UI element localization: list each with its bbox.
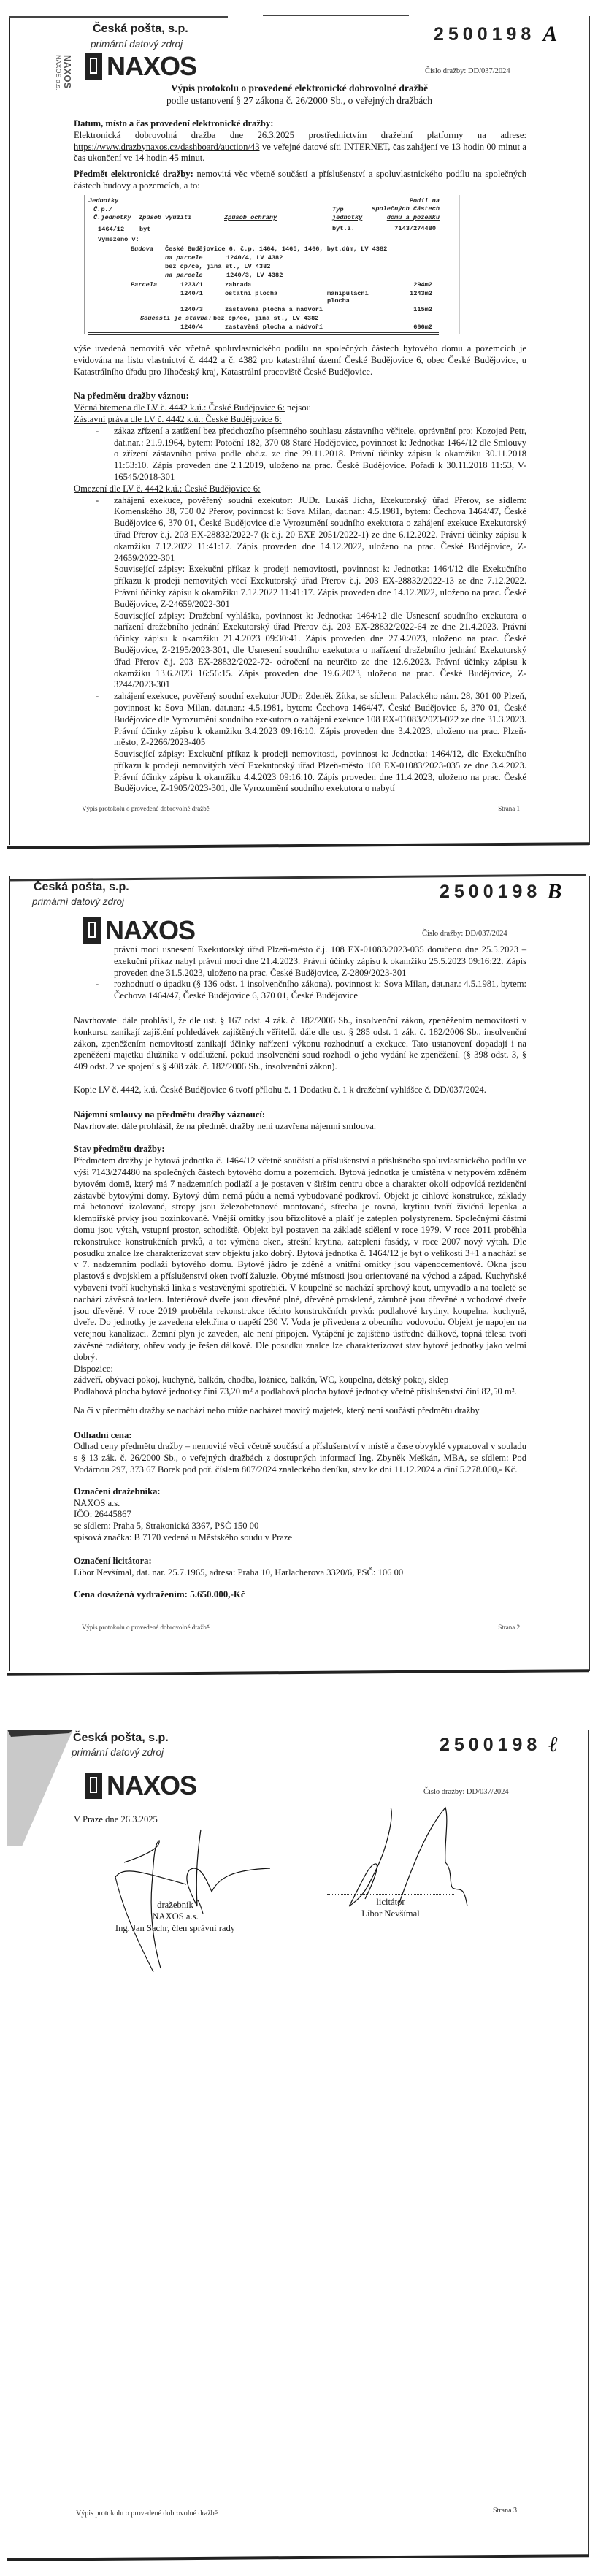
section-heading: Označení licitátora: <box>74 1555 152 1566</box>
insolvency-note: Navrhovatel dále prohlásil, že dle ust. § 167 odst. 4 zák. č. 182/2006 Sb., insolvenční zákon, zpeněžením nemovitostí v konkursu zanikají zajištění pohledávek zajištěných věřitelů, dále dle ust. § 285 odst. 1 zák. č. 182/2006 Sb., insolvenční zákon, zpeněžením nemovitostí zanikají účinky nařízení výkonu rozhodnutí a exekuce. Tato ustanovení dopadají i na zpeněžení majetku dlužníka v oddlužení, pokud insolvenční soud rozhodl o jeho vydání ke zpeněžení. (§ 398 odst. 3, § 409 odst. 2 ve spojení s § 408 zák. č. 182/2006 Sb., insolvenční zákon). <box>74 1014 526 1072</box>
table-cell: Součástí je stavba: <box>140 315 212 322</box>
page-letter: A <box>543 22 558 46</box>
restrictions-label: Omezení dle LV č. 4442 k.ú.: České Budějovice 6: <box>74 483 261 494</box>
table-cell: 1233/1 <box>180 281 203 288</box>
post-subtitle: primární datový zdroj <box>32 896 125 907</box>
list-item <box>74 426 526 484</box>
bullet-dash: - <box>96 691 99 702</box>
document-number: 2500198 <box>440 881 542 902</box>
list-item-text: rozhodnutí o úpadku (§ 136 odst. 1 insolvenčního zákona), povinnost k: Sova Milan, dat.nar.: 4.5.1981, bytem: Čechova 1464/47, České Budějovice 6, 370 01, České Budějovice <box>114 979 526 1001</box>
table-cell: Vymezeno v: <box>98 236 139 243</box>
lv-copy-note: Kopie LV č. 4442, k.ú. České Budějovice 6 tvoří přílohu č. 1 Dodatku č. 1 k dražební vyhlášce č. DD/037/2024. <box>74 1084 486 1095</box>
lease-text: Navrhovatel dále prohlásil, že na předmět dražby není uzavřena nájemní smlouva. <box>74 1120 377 1131</box>
table-cell: 1240/3 <box>180 306 203 313</box>
signature-role: dražebník <box>157 1900 193 1910</box>
signature-company: NAXOS a.s. <box>152 1911 199 1922</box>
page-letter: ℓ <box>548 1732 559 1757</box>
signature-name: Ing. Jan Sachr, člen správní rady <box>115 1922 236 1933</box>
list-item-text: Související zápisy: Exekuční příkaz k prodeji nemovitosti, povinnost k: Jednotka: 1464/12 dle Exekučního příkazu k prodeji nemovitých věcí Exekutorský úřad Přerov č.j. 203 EX-28832/2022-13 ze dne 7.12.2022. Právní účinky zápisu k okamžiku 7.12.2022 11:41:17. Zápis proveden dne 14.12.2022, uloženo na prac. České Budějovice, Z-24659/2022-301 <box>114 564 526 609</box>
table-cell: Parcela <box>131 281 158 288</box>
table-group-label: Jednotky <box>88 197 119 205</box>
easements-value: nejsou <box>284 402 311 413</box>
encumbrances-continued <box>74 944 526 1002</box>
licitator-text: Libor Nevšímal, dat. nar. 25.7.1965, adresa: Praha 10, Harlacherova 3320/6, PSČ: 106 00 <box>74 1567 404 1578</box>
datum-text: ve veřejné datové síti INTERNET, čas zahájení ve 13 hodin 00 minut a čas ukončení ve 14 hodin 45 minut. <box>74 141 526 164</box>
page-number: Strana 2 <box>498 1624 520 1632</box>
auctioneer-line: IČO: 26445867 <box>74 1509 131 1520</box>
section-datum <box>74 118 526 192</box>
company-stamp <box>55 55 73 91</box>
stamp-text: NAXOS a.s. <box>55 55 62 91</box>
table-header: Podíl na <box>409 197 440 205</box>
table-cell: 115m2 <box>413 306 432 313</box>
signature-line <box>327 1894 454 1895</box>
floor-area-text: Podlahová plocha bytové jednotky činí 73,20 m² a podlahová plocha bytové jednotky včetně příslušenství činí 82,50 m². <box>74 1386 517 1397</box>
table-cell: 1240/3, LV 4382 <box>226 272 283 279</box>
document-subtitle: podle ustanovení § 27 zákona č. 26/2000 Sb., o veřejných dražbách <box>166 95 433 106</box>
page-footer <box>74 1622 520 1634</box>
final-price: Cena dosažená vydražením: 5.650.000,-Kč <box>74 1589 245 1600</box>
table-cell: 1240/4, LV 4382 <box>226 254 283 261</box>
naxos-logo <box>85 53 196 80</box>
table-header: Způsob využití <box>139 214 192 221</box>
auctioneer-signature <box>110 1826 277 1972</box>
table-cell: byt.z. <box>332 225 355 232</box>
naxos-logo-icon <box>83 917 101 944</box>
section-valuation <box>74 1430 526 1476</box>
table-divider <box>88 332 439 335</box>
movables-note: Na či v předmětu dražby se nachází nebo může nacházet movitý majetek, který není součástí předmětu dražby <box>74 1404 480 1415</box>
auctioneer-signature-block <box>102 1900 248 1934</box>
post-subtitle: primární datový zdroj <box>72 1747 164 1758</box>
table-cell: zahrada <box>225 281 252 288</box>
table-cell: České Budějovice 6, č.p. 1464, 1465, 1466, byt.dům, LV 4382 <box>165 245 388 253</box>
easements-label: Věcná břemena dle LV č. 4442 k.ú.: České Budějovice 6: <box>74 402 285 413</box>
section-heading: Označení dražebníka: <box>74 1486 161 1497</box>
post-name: Česká pošta, s.p. <box>93 23 188 35</box>
page-edge <box>9 16 228 18</box>
section-heading: Předmět elektronické dražby: <box>74 169 193 180</box>
section-lease <box>74 1109 526 1133</box>
table-cell: bez čp/če, jiná st., LV 4382 <box>165 263 271 270</box>
table-header: Č.p./ <box>93 206 112 213</box>
bullet-dash: - <box>96 494 99 505</box>
document-number-stamp <box>440 879 561 904</box>
list-item-text: Související zápisy: Exekuční příkaz k prodeji nemovitosti, povinnost k: Jednotka: 1464/12, dle Exekučního příkazu k prodeji nemovitých věcí Exekutorský úřad Plzeň-město 108 EX-01083/2023-035 ze dne 3.4.2023. Právní účinky zápisu k okamžiku 4.4.2023 09:16:10. Zápis proveden dne 11.4.2023, uloženo na prac. České Budějovice, Z-1905/2023-301, dle Vyrozumění soudního exekutora o nabytí <box>114 749 526 794</box>
logo-text: NAXOS <box>107 51 197 81</box>
signature-name: Libor Nevšímal <box>361 1908 420 1919</box>
section-heading: Na předmětu dražby váznou: <box>74 391 189 402</box>
table-cell: 1464/12 <box>98 226 125 233</box>
table-cell: 294m2 <box>413 281 432 288</box>
list-item <box>74 495 526 692</box>
after-table-text: výše uvedená nemovitá věc včetně spoluvlastnického podílu na společných částech bytového domu a pozemcích je evidována na listu vlastnictví č. 4442 a č. 4382 pro katastrální území České Budějovice 6, obec České Budějovice, u Katastrálního úřadu pro Jihočeský kraj, Katastrální pracoviště České Budějovice. <box>74 343 526 377</box>
table-cell: 1243m2 <box>410 290 432 297</box>
predmet-text: nemovitá věc včetně součástí a příslušenství a spoluvlastnického podílu na společných částech budovy a pozemcích, a to: <box>74 169 526 191</box>
table-cell: 1240/4 <box>180 324 203 331</box>
logo-text: NAXOS <box>105 915 196 945</box>
page-footer-title: Výpis protokolu o provedené dobrovolné dražbě <box>82 805 210 813</box>
page-footer-title: Výpis protokolu o provedené dobrovolné dražbě <box>76 2510 218 2518</box>
page-1-flow <box>74 343 526 815</box>
folded-corner-shadow <box>7 1730 77 1846</box>
table-header: Typ <box>332 206 344 213</box>
page-footer-title: Výpis protokolu o provedené dobrovolné dražbě <box>82 1624 210 1632</box>
layout-label: Dispozice: <box>74 1363 113 1374</box>
list-item-text: zahájení exekuce, pověřený soudní exekutor JUDr. Zdeněk Zítka, se sídlem: Palackého nám. 28, 301 00 Plzeň, povinnost k: Sova Milan, dat.nar.: 4.5.1981, bytem: Čechova 1464/47, České Budějovice 6, 370 01, České Budějovice dle Vyrozumění soudního exekutora o zahájení exekuce 108 EX-01083/2023-022 ze dne 31.3.2023. Právní účinky zápisu k okamžiku 3.4.2023 09:16:10. Zápis proveden dne 3.4.2023, uloženo na prac. Plzeň-město, Z-2266/2023-405 <box>114 691 526 748</box>
stamp-text: NAXOS <box>62 55 73 89</box>
section-licitator <box>74 1556 526 1579</box>
auction-link[interactable]: https://www.drazbynaxos.cz/dashboard/auction/43 <box>74 141 260 152</box>
page-3 <box>9 1730 589 2556</box>
layout-text: zádveří, obývací pokoj, kuchyně, balkón, chodba, ložnice, balkón, WC, koupelna, dětský pokoj, sklep <box>74 1375 449 1386</box>
section-auctioneer <box>74 1486 526 1544</box>
document-number-stamp <box>434 22 557 47</box>
table-cell: na parcele <box>165 272 203 279</box>
section-heading: Nájemní smlouvy na předmětu dražby váznoucí: <box>74 1109 266 1120</box>
list-item <box>74 979 526 1002</box>
table-header: společných částech <box>372 205 440 213</box>
signature-role: licitátor <box>376 1897 405 1907</box>
liens-label: Zástavní práva dle LV č. 4442 k.ú.: České Budějovice 6: <box>74 413 282 424</box>
auctioneer-line: spisová značka: B 7170 vedená u Městského soudu v Praze <box>74 1532 293 1543</box>
list-item-text: právní moci usnesení Exekutorský úřad Plzeň-město č.j. 108 EX-01083/2023-035 doručeno dne 25.5.2023 – exekuční příkaz nabyl právní moci dne 21.4.2023. Právní účinky zápisu k okamžiku 25.5.2023 09:16:22. Zápis proveden dne 31.5.2023, uloženo na prac. České Budějovice, Z-2809/2023-301 <box>114 944 526 978</box>
bullet-dash: - <box>96 425 99 436</box>
post-name: Česká pošta, s.p. <box>73 1732 169 1744</box>
logo-text: NAXOS <box>107 1770 197 1800</box>
auction-number: Číslo dražby: DD/037/2024 <box>422 930 507 938</box>
section-predmet <box>74 169 526 192</box>
table-cell: Budova <box>131 245 153 253</box>
document-number-stamp <box>440 1732 558 1757</box>
auctioneer-line: NAXOS a.s. <box>74 1497 120 1508</box>
table-cell: ostatní plocha <box>225 290 278 297</box>
table-cell: manipulační plocha <box>327 290 369 305</box>
table-header: jednotky <box>332 214 363 221</box>
condition-text: Předmětem dražby je bytová jednotka č. 1464/12 včetně součástí a příslušenství a příslušného spoluvlastnického podílu ve výši 7143/274480 na společných částech bytového domu a pozemcích. Bytová jednotka je umístěna v netypovém zděném bytovém domě, který má 7 nadzemních podlaží a je postaven v širším centru obce a charakter okolí odpovídá rezidenční zástavbě bytovými domy. Bytový dům nemá půdu a nemá vybudované podkroví. Objekt je cihlové konstrukce, základy má betonové izolované, stropy jsou železobetonové montované, střecha je rovná, krytinu tvoří živičná lepenka a klempířské prvky jsou pozinkované. Vnější omítky jsou břizolitové a plášť je zateplen polystyrenem. Společnými částmi domu jsou výtah, vstupní prostor, schodiště. Objekt byl postaven na základě sdělení v roce 1979. V roce 2011 proběhla rekonstrukce konstrukčních prvků, a to: výměna oken, střešní krytina, zateplení fasády, v roce 2007 nový výtah. Dle posudku znalce lze charakterizovat stav objektu jako dobrý. Bytová jednotka č. 1464/12 je byt o velikosti 3+1 a nachází se v 7. nadzemním podlaží bytového domu. Bytové jádro je zděné a vnitřní omítky jsou vápenocementové. Okna jsou plastová s dvojsklem a příslušenství oken tvoří žaluzie. Obytné místnosti jsou orientované na východ a západ. Kuchyňské vybavení tvoří kuchyňská linka s vestavěnými spotřebiči. V koupelně se nachází sprchový kout, umyvadlo a na toaletě se nachází závěsná toaleta. Interiérové dveře jsou dřevěné plné, dřevěné prosklené, zárubně jsou dřevěné a vchodové dveře jsou dřevěné. V roce 2019 proběhla rekonstrukce těchto konstrukčních prvků: podlahové krytiny, koupelna, kuchyně, dveře. Do jednotky je zavedena elektřina o napětí 230 V. Voda je přivedena z obecního vodovodu. Objekt je napojen na veřejnou kanalizaci. Zemní plyn je zaveden, ale není připojen. Vytápění je zajištěno ústředně dálkově, topná tělesa tvoří závěsné radiátory, ohřev vody je řešen dálkově. Dle posudku znalce lze charakterizovat stav bytové jednotky jako velmi dobrý. <box>74 1155 526 1362</box>
list-item <box>74 944 526 979</box>
document-title: Výpis protokolu o provedené elektronické dobrovolné dražbě <box>170 83 429 93</box>
page-edge <box>263 15 409 16</box>
section-heading: Odhadní cena: <box>74 1429 132 1440</box>
table-cell: 1240/1 <box>180 290 203 297</box>
table-cell: zastavěná plocha a nádvoří <box>225 306 323 313</box>
table-cell: 7143/274480 <box>394 225 436 232</box>
table-header: Č.jednotky <box>93 214 131 221</box>
section-condition <box>74 1144 526 1416</box>
document-number: 2500198 <box>434 23 536 45</box>
table-header: Způsob ochrany <box>224 214 277 221</box>
document-number: 2500198 <box>440 1734 542 1755</box>
section-heading: Datum, místo a čas provedení elektronické dražby: <box>74 118 274 129</box>
naxos-logo-icon <box>85 1773 102 1799</box>
bullet-dash: - <box>96 979 99 990</box>
naxos-logo-icon <box>85 53 102 80</box>
auction-number: Číslo dražby: DD/037/2024 <box>423 1788 509 1796</box>
datum-text: Elektronická dobrovolná dražba dne 26.3.2025 prostřednictvím dražební platformy na adrese: <box>74 129 526 140</box>
naxos-logo <box>83 917 195 944</box>
naxos-logo <box>85 1770 197 1800</box>
place-date: V Praze dne 26.3.2025 <box>74 1814 158 1824</box>
table-cell: na parcele <box>165 254 203 261</box>
section-heading: Stav předmětu dražby: <box>74 1144 165 1155</box>
post-name: Česká pošta, s.p. <box>34 881 129 893</box>
table-header: domu a pozemku <box>386 214 440 221</box>
valuation-text: Odhad ceny předmětu dražby – nemovité věci včetně součástí a příslušenství v místě a čase obvyklé vypracoval v souladu s § 13 zák. č. 26/2000 Sb., o veřejných dražbách z dostupných informací Ing. Zbyněk Meškán, MBA, se sídlem: Pod Vodárnou 297, 373 67 Borek pod poř. číslem 807/2024 znaleckého deníku, stav ke dni 11.12.2024 a činí 5.278.000,- Kč. <box>74 1441 526 1475</box>
list-item <box>74 691 526 795</box>
page-letter: B <box>547 879 562 903</box>
list-item-text: zákaz zřízení a zatížení bez předchozího písemného souhlasu zástavního věřitele, oprávnění pro: Kozojed Petr, dat.nar.: 21.9.1964, bytem: Potoční 182, 370 08 Staré Hodějovice, povinnost k: Jednotka: 1464/12 dle Smlouvy o zřízení zástavního práva podle obč.z. ze dne 29.11.2018. Právní účinky zápisu k okamžiku 30.11.2018 11:53:10. Zápis proveden dne 2.1.2019, uloženo na prac. České Budějovice. Pořadí k 30.11.2018 11:53, V-16545/2018-301 <box>114 425 526 482</box>
licitator-signature-block <box>325 1897 456 1920</box>
page-number: Strana 3 <box>493 2507 518 2515</box>
list-item-text: Související zápisy: Dražební vyhláška, povinnost k: Jednotka: 1464/12 dle Usnesení soudního exekutora o nařízení dražebního jednání Exekutorský úřad Přerov č.j. 203 EX-28832/2022-64 ze dne 21.4.2023. Právní účinky zápisu k okamžiku 21.4.2023 09:30:41. Zápis proveden dne 27.4.2023, uloženo na prac. České Budějovice, Z-2195/2023-301, dle Usnesení soudního exekutora o nařízení dražebního jednání Exekutorský úřad Přerov č.j. 203 EX-28832/2022-72- odročení na neurčito ze dne 12.6.2023. Právní účinky zápisu k okamžiku 13.6.2023 16:56:15. Zápis proveden dne 19.6.2023, uloženo na prac. České Budějovice, Z-3244/2023-301 <box>114 610 526 690</box>
table-cell: zastavěná plocha a nádvoří <box>225 324 323 331</box>
table-cell: bez čp/če, jiná st., LV 4382 <box>213 315 319 322</box>
section-encumbrances <box>74 391 526 795</box>
cadastral-table <box>84 195 460 334</box>
page-number: Strana 1 <box>498 805 520 813</box>
post-subtitle: primární datový zdroj <box>91 39 183 50</box>
table-cell: 666m2 <box>413 324 432 331</box>
page-2-flow <box>74 944 526 1634</box>
auction-number: Číslo dražby: DD/037/2024 <box>425 67 510 75</box>
table-cell: byt <box>139 226 151 233</box>
list-item-text: zahájení exekuce, pověřený soudní exekutor: JUDr. Lukáš Jícha, Exekutorský úřad Přerov, se sídlem: Komenského 38, 750 02 Přerov, povinnost k: Sova Milan, dat.nar.: 4.5.1981, bytem: Čechova 1464/47, České Budějovice 6, 370 01, České Budějovice dle Vyrozumění soudního exekutora o zahájení exekuce Exekutorský úřad Přerov č.j. 203 EX-28832/2022-7 (k č.j. 20 EXE 2051/2022-1) ze dne 6.12.2022. Právní účinky zápisu k okamžiku 7.12.2022 11:41:17. Zápis proveden dne 14.12.2022, uloženo na prac. České Budějovice, Z-24659/2022-301 <box>114 494 526 563</box>
page-footer <box>74 803 520 815</box>
auctioneer-line: se sídlem: Praha 5, Strakonická 3367, PSČ 150 00 <box>74 1521 259 1532</box>
